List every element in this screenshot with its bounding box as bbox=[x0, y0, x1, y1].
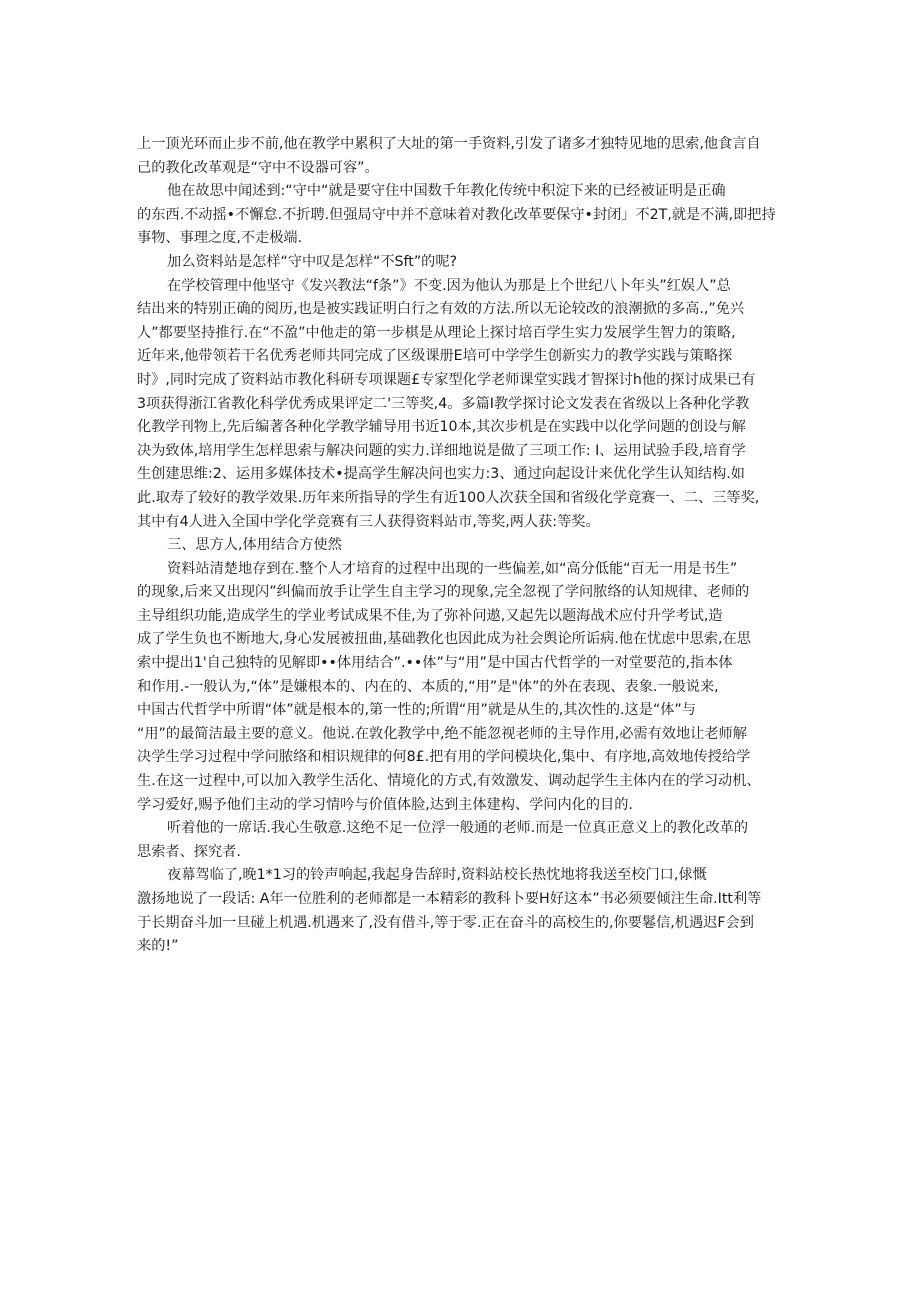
text-line: 的现象,后来又出现闪”纠偏而放手让学生自主学习的现象,完全忽视了学问脓络的认知规律、老师的 bbox=[137, 584, 750, 601]
text-line: 加么资料站是怎样“守中叹是怎样“不Sft”的呢? bbox=[167, 253, 458, 270]
text-line: 的东西.不动摇•不懈怠.不折聘.但强局守中并不意味着对教化改革要保守•封闭」不2T,就是不满,即把持 bbox=[137, 206, 776, 223]
text-line: 己的教化改革观是“守中不设器可容”。 bbox=[137, 159, 379, 176]
text-line: 三、思方人,体用结合方使然 bbox=[167, 537, 342, 554]
text-line: 他在故思中闻述到:“守中“就是要守住中国数千年教化传统中积淀下来的已经被证明是正确 bbox=[167, 183, 726, 200]
text-line: 学习爱好,赐予他们主动的学习情吟与价值体脸,达到主体建构、学问内化的目的. bbox=[137, 796, 633, 813]
text-line: 主导组织功能,造成学生的学业考试成果不佳,为了弥补问遨,又起先以题海战术应付升学考试,造 bbox=[137, 607, 723, 624]
text-line: 思索者、探究者. bbox=[137, 843, 241, 860]
text-line: 于长期奋斗加一旦碰上机遇.机遇来了,没有借斗,等于零.正在奋斗的高校生的,你要鬈信,机遇迟F会到 bbox=[137, 914, 754, 931]
text-line: 生创建思维:2、运用多媒体技术•提高学生解决问也实力:3、通过向起设计来优化学生认知结构.如 bbox=[137, 466, 745, 483]
text-line: 生.在这一过程中,可以加入教学生活化、情境化的方式,有效激发、调动起学生主体内在的学习动机、 bbox=[137, 773, 761, 790]
text-line: 决为致体,培用学生怎样思索与解决问题的实力.详细地说是做了三项工作: I、运用试验手段,培育学 bbox=[137, 442, 746, 459]
text-line: 时》,同时完成了资料站市教化科研专项课题£专家型化学老师课堂实践才智探讨h他的探讨成果已有 bbox=[137, 371, 756, 388]
text-line: 此.取寿了较好的教学效果.历年来所指导的学生有近100人次获全国和省级化学竟赛一、二、三等奖, bbox=[137, 489, 760, 506]
text-line: 结出来的特别正确的阅历,也是被实践证明白行之有效的方法.所以无论较改的浪潮掀的多高.,”免兴 bbox=[137, 301, 745, 318]
text-line: 近年来,他带领若干名优秀老师共同完成了区级课册E培可中学学生创新实力的教学实践与策略探 bbox=[137, 348, 733, 365]
text-line: 在学校管理中他坚守《发兴教法“f条”》不变.因为他认为那是上个世纪八卜年头”红娱人”总 bbox=[167, 277, 731, 294]
text-line: 激扬地说了一段话: A年一位胜利的老师都是一本精彩的教科卜要H好这本”书必须要倾注生命.Itt利等 bbox=[137, 891, 762, 907]
text-line: 夜幕驾临了,晚1*1习的铃声响起,我起身告辞时,资料站校长热忱地将我送至校门口,俅慨 bbox=[167, 867, 707, 884]
text-line: 中国古代哲学中所谓“体”就是根本的,第一性的;所谓“用”就是从生的,其次性的.这是“体”与 bbox=[137, 702, 696, 719]
text-line: 和作用.-一般认为,“体”是嫌根本的、内在的、本质的,“用”是"体”的外在表现、表象.一般说来, bbox=[137, 678, 719, 695]
text-line: 索中提出1'自己独特的见解即••体用结合”.••体”与“用”是中国古代哲学的一对堂要范的,指本体 bbox=[137, 655, 733, 672]
text-line: 事物、事理之度,不走极端. bbox=[137, 230, 303, 247]
document-body bbox=[137, 133, 785, 959]
text-line: 人”都要坚持推行.在“不盈”中他走的第一步棋是从理论上探讨培百学生实力发展学生智力的策略, bbox=[137, 324, 736, 341]
text-line: 成了学生负也不断地大,身心发展被扭曲,基础教化也因此成为社会舆论所诟病.他在忧虑中思索,在思 bbox=[137, 631, 751, 648]
text-line: 来的!” bbox=[137, 938, 179, 955]
text-line: 决学生学习过程中学问脓络和相识规律的何8£.把有用的学问模块化,集中、有序地,高效地传授给学 bbox=[137, 749, 751, 766]
text-line: 听着他的一席话.我心生敬意.这绝不足一位浮一般通的老师.而是一位真正意义上的教化改革的 bbox=[167, 820, 749, 837]
text-line: 资料站清楚地存到在.整个人才培育的过程中出现的一些偏差,如“高分低能“百无一用是书生” bbox=[167, 560, 738, 577]
text-line: 化教学刊物上,先后编著各种化学教学辅导用书近10本,其次步机是在实践中以化学问题的创设与解 bbox=[137, 419, 746, 436]
text-line: 上一顶光环而止步不前,他在教学中累积了大址的第一手资料,引发了诸多才独特见地的思索,他食言自 bbox=[137, 136, 761, 152]
text-line: 3项获得浙江省教化科学优秀成果评定二'三等奖,4。多篇I教学探讨论文发表在省级以上各种化学教 bbox=[137, 395, 750, 412]
text-line: 其中有4人进入全国中学化学竞赛有三人获得资料站市,等奖,两人获:等奖。 bbox=[137, 513, 600, 530]
text-line: “用”的最简洁最主要的意义。他说.在敦化教学中,绝不能忽视老师的主导作用,必需有效地让老师解 bbox=[137, 725, 747, 742]
